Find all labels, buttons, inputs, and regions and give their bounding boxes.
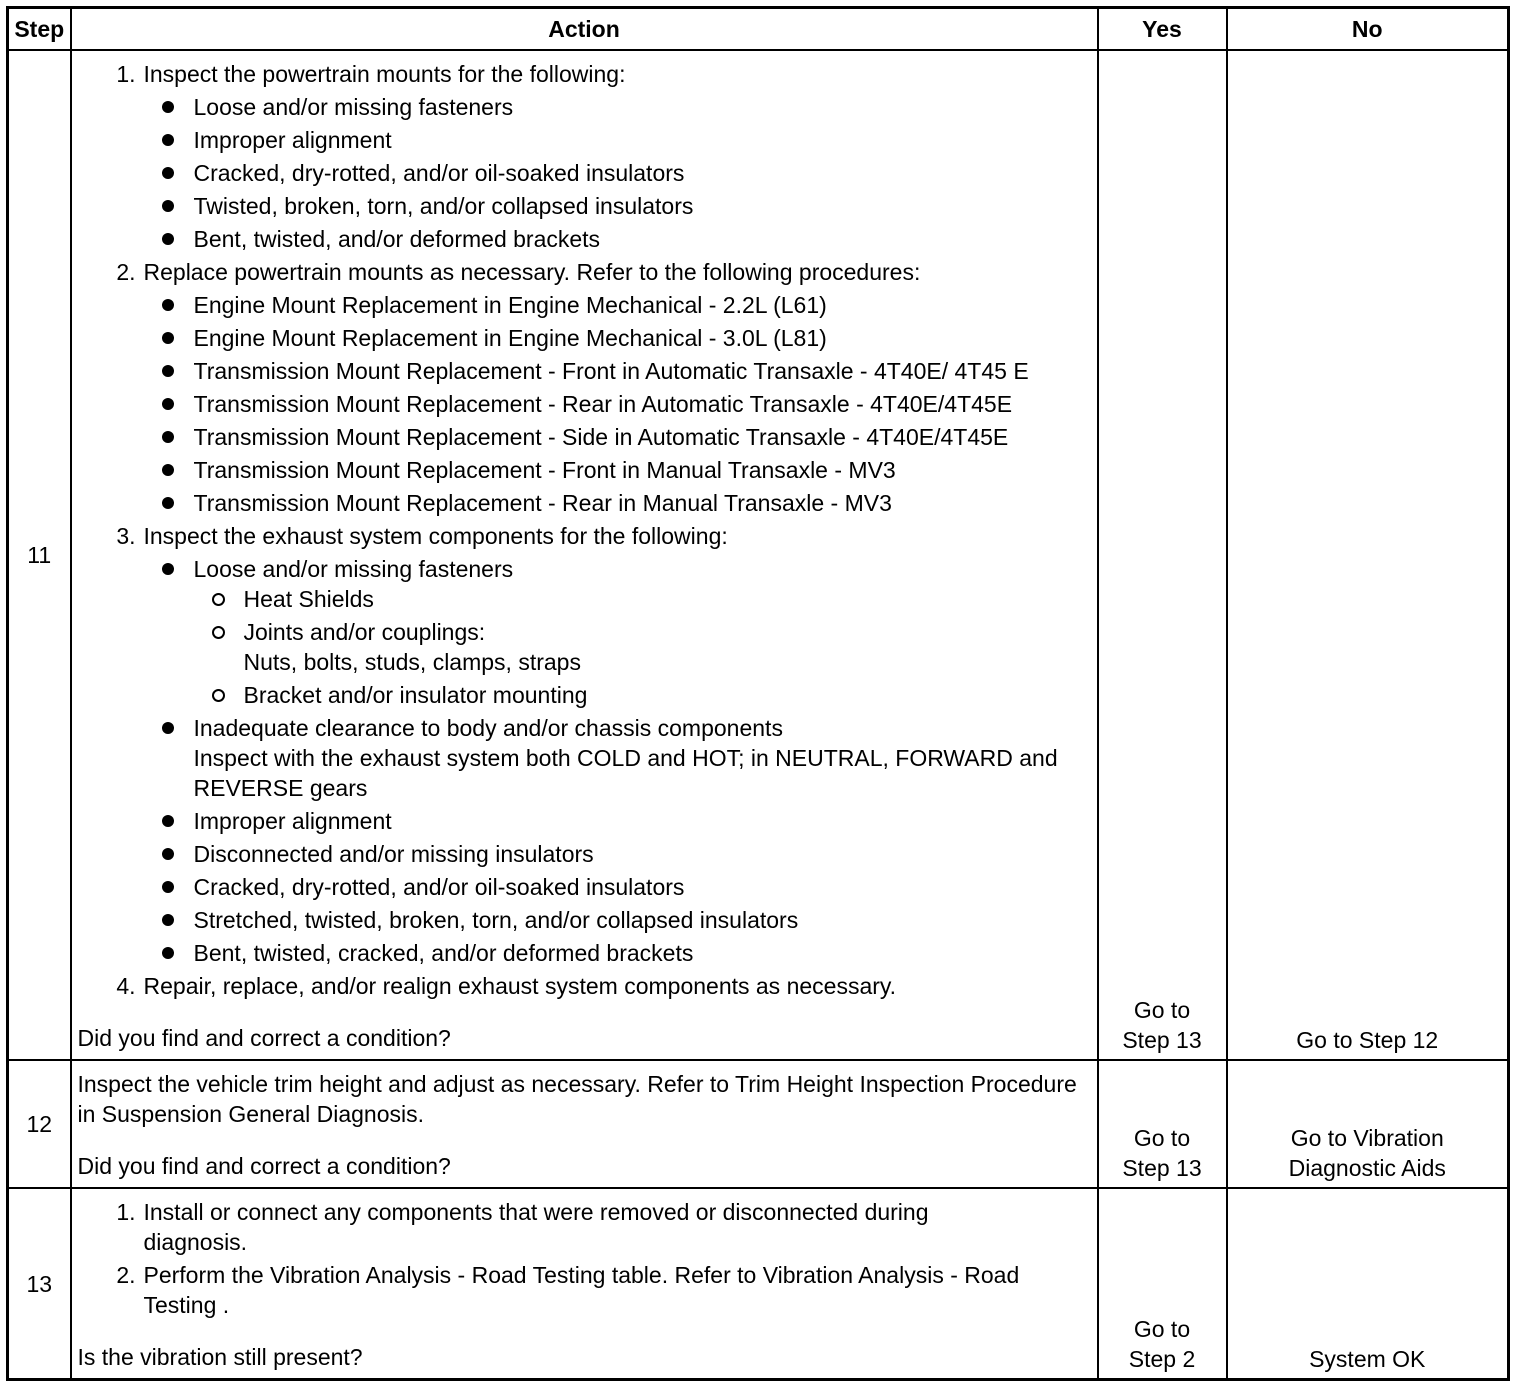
list-item [194,713,1091,803]
header-no: No [1227,8,1509,51]
action-cell [71,50,1098,1060]
list-item: Stretched, twisted, broken, torn, and/or collapsed insulators [194,905,1091,935]
no-line: Go to Step 12 [1296,1027,1439,1053]
list-item [194,554,1091,710]
sub-list-item [244,617,1091,677]
list-item: Bent, twisted, and/or deformed brackets [194,224,1091,254]
bullet-list [194,554,1091,968]
list-item: Improper alignment [194,125,1091,155]
list-item: Disconnected and/or missing insulators [194,839,1091,869]
sub-bullet-list [244,584,1091,710]
header-step: Step [8,8,71,51]
bullet-list [194,290,1091,518]
yes-line: Step 13 [1122,1027,1202,1053]
no-line: Go to Vibration [1290,1125,1444,1151]
step-number: 13 [8,1188,71,1380]
list-item: Bent, twisted, cracked, and/or deformed brackets [194,938,1091,968]
list-item-text: Inadequate clearance to body and/or chassis components [193,715,783,741]
table-row [8,50,1509,1060]
item-number: 3 . [88,521,136,551]
list-item-detail: Inspect with the exhaust system both COLD and HOT; in NEUTRAL, FORWARD and REVERSE gears [193,745,1058,801]
yes-line: Step 13 [1122,1155,1202,1181]
item-number: 2 . [88,257,136,287]
numbered-item [116,1197,1091,1257]
list-item: Twisted, broken, torn, and/or collapsed insulators [194,191,1091,221]
diagnostic-table [6,6,1510,1381]
item-text: Replace powertrain mounts as necessary. Refer to the following procedures: [143,259,921,285]
yes-cell [1098,1188,1227,1380]
item-text: Perform the Vibration Analysis - Road Testing table. Refer to Vibration Analysis - Road Testing . [143,1262,1020,1318]
yes-cell [1098,50,1227,1060]
no-line: Diagnostic Aids [1288,1155,1446,1181]
list-item: Transmission Mount Replacement - Side in Automatic Transaxle - 4T40E/4T45E [194,422,1091,452]
list-item: Improper alignment [194,806,1091,836]
list-item: Transmission Mount Replacement - Front in Automatic Transaxle - 4T40E/ 4T45 E [194,356,1091,386]
step-number: 11 [8,50,71,1060]
yes-line: Go to [1133,1125,1191,1151]
item-text: Inspect the exhaust system components for the following: [143,523,728,549]
yes-line: Go to [1133,1316,1191,1342]
question-text: Is the vibration still present? [77,1344,363,1370]
numbered-item [116,971,1091,1001]
list-item: Transmission Mount Replacement - Rear in Automatic Transaxle - 4T40E/4T45E [194,389,1091,419]
numbered-item [116,59,1091,254]
item-number: 1 . [88,1197,136,1227]
sub-list-item-detail: Nuts, bolts, studs, clamps, straps [243,649,581,675]
numbered-item [116,257,1091,518]
question-text: Did you find and correct a condition? [77,1153,451,1179]
sub-list-item: Bracket and/or insulator mounting [244,680,1091,710]
list-item: Engine Mount Replacement in Engine Mechanical - 2.2L (L61) [194,290,1091,320]
yes-cell [1098,1060,1227,1188]
sub-list-item-text: Joints and/or couplings: [243,619,486,645]
header-action: Action [71,8,1098,51]
item-number: 4 . [88,971,136,1001]
list-item: Loose and/or missing fasteners [194,92,1091,122]
no-cell [1227,1060,1509,1188]
item-text: Repair, replace, and/or realign exhaust system components as necessary. [143,973,897,999]
action-cell [71,1060,1098,1188]
no-cell [1227,50,1509,1060]
list-item: Transmission Mount Replacement - Rear in Manual Transaxle - MV3 [194,488,1091,518]
list-item: Transmission Mount Replacement - Front in Manual Transaxle - MV3 [194,455,1091,485]
list-item: Cracked, dry-rotted, and/or oil-soaked insulators [194,158,1091,188]
question-text: Did you find and correct a condition? [77,1025,451,1051]
no-cell [1227,1188,1509,1380]
list-item: Cracked, dry-rotted, and/or oil-soaked insulators [194,872,1091,902]
item-text: Inspect the powertrain mounts for the following: [143,61,626,87]
action-text: Inspect the vehicle trim height and adjust as necessary. Refer to Trim Height Inspection Procedure in Suspension General Diagnosis. [77,1071,1077,1127]
table-row [8,1188,1509,1380]
list-item-text: Loose and/or missing fasteners [193,556,514,582]
no-line: System OK [1309,1346,1426,1372]
item-number: 1 . [88,59,136,89]
item-number: 2 . [88,1260,136,1290]
yes-line: Step 2 [1128,1346,1196,1372]
item-text: Install or connect any components that were removed or disconnected during diagnosis. [143,1199,929,1255]
header-yes: Yes [1098,8,1227,51]
step-number: 12 [8,1060,71,1188]
numbered-item [116,1260,1091,1320]
table-row [8,1060,1509,1188]
bullet-list [194,92,1091,254]
yes-line: Go to [1133,997,1191,1023]
header-row [8,8,1509,51]
list-item: Engine Mount Replacement in Engine Mechanical - 3.0L (L81) [194,323,1091,353]
sub-list-item: Heat Shields [244,584,1091,614]
numbered-item [116,521,1091,968]
action-cell [71,1188,1098,1380]
